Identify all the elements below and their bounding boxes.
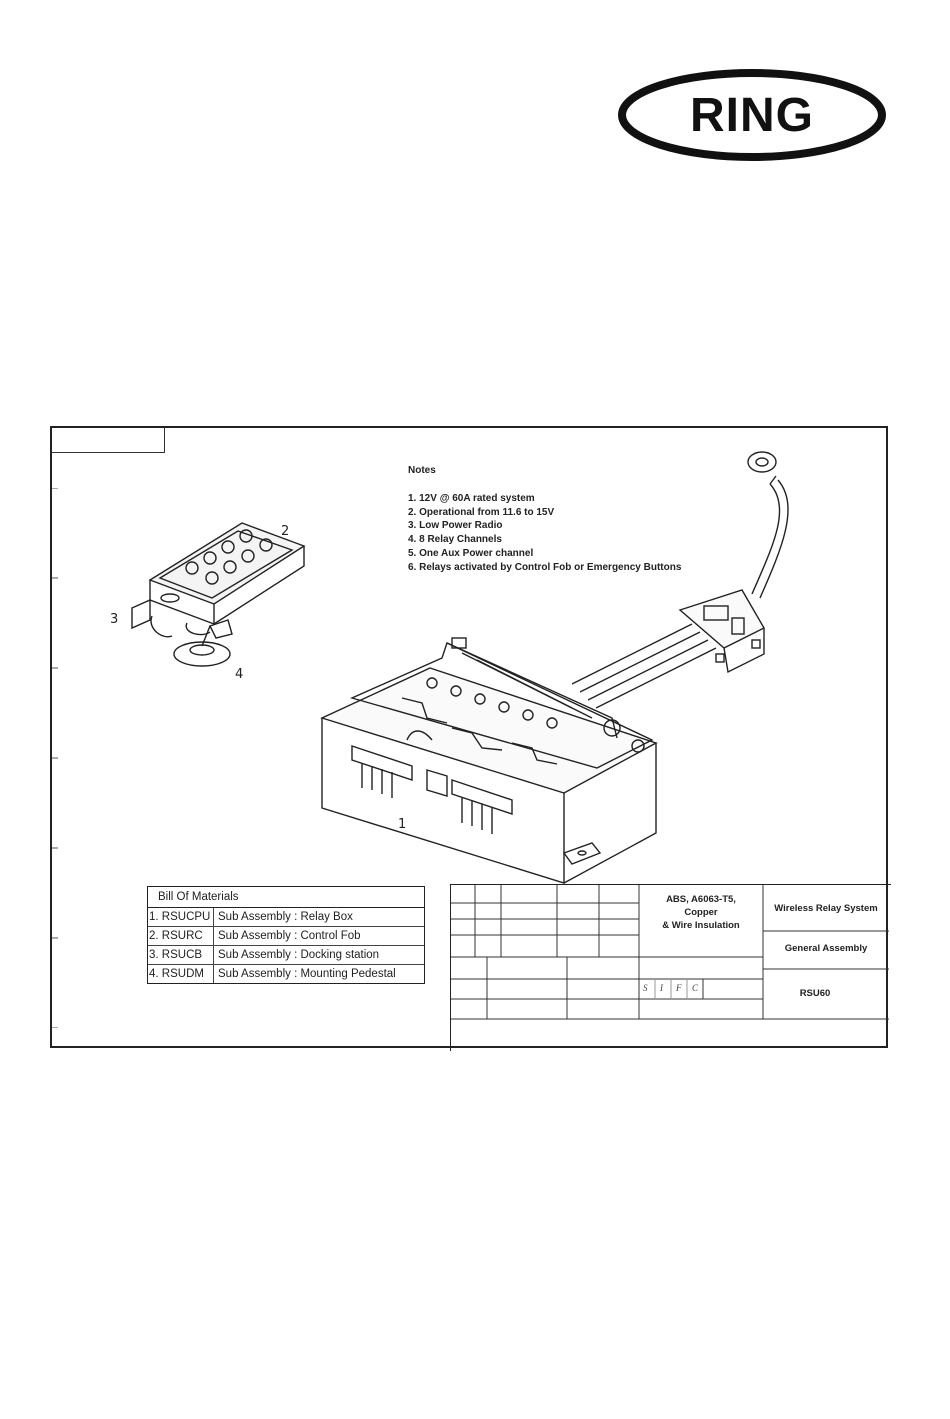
bom-desc: Sub Assembly : Mounting Pedestal	[218, 968, 396, 980]
scale-cell: C	[692, 983, 699, 993]
note-item: 6. Relays activated by Control Fob or Emergency Buttons	[408, 561, 682, 573]
callout-2: 2	[281, 524, 290, 539]
note-item: 4. 8 Relay Channels	[408, 534, 502, 546]
bom-code: 1. RSUCPU	[148, 908, 214, 926]
material-spec	[639, 893, 763, 932]
bom-row	[148, 946, 424, 965]
power-cable-illustration	[572, 452, 788, 708]
bom-code: 3. RSUCB	[148, 946, 214, 964]
mounting-pedestal-illustration	[174, 620, 232, 666]
scale-cell: I	[660, 983, 663, 993]
scale-cell: F	[676, 983, 682, 993]
relay-box-illustration	[322, 638, 656, 883]
drawing-sheet	[50, 426, 888, 1048]
drawing-subtitle: General Assembly	[784, 943, 868, 954]
drawing-title: Wireless Relay System	[774, 903, 878, 914]
part-number: RSU60	[799, 988, 831, 999]
scale-cell: S	[643, 983, 648, 993]
material-line: ABS, A6063-T5,	[666, 894, 736, 905]
bill-of-materials	[147, 886, 425, 984]
assembly-drawing	[52, 428, 890, 888]
note-item: 1. 12V @ 60A rated system	[408, 492, 535, 504]
bom-desc: Sub Assembly : Docking station	[218, 949, 380, 961]
callout-3: 3	[110, 612, 119, 627]
bom-row	[148, 927, 424, 946]
bom-code: 4. RSUDM	[148, 965, 214, 983]
bom-code: 2. RSURC	[148, 927, 214, 945]
control-fob-illustration	[132, 523, 304, 637]
bom-desc: Sub Assembly : Control Fob	[218, 930, 361, 942]
svg-text:RING: RING	[690, 89, 814, 142]
ring-logo	[617, 68, 887, 162]
material-line: & Wire Insulation	[662, 920, 740, 931]
bom-row	[148, 965, 424, 983]
note-item: 2. Operational from 11.6 to 15V	[408, 506, 555, 518]
bom-title: Bill Of Materials	[148, 887, 424, 908]
material-line: Copper	[684, 907, 718, 918]
note-item: 5. One Aux Power channel	[408, 547, 534, 559]
note-item: 3. Low Power Radio	[408, 520, 503, 532]
title-block	[450, 884, 891, 1051]
bom-desc: Sub Assembly : Relay Box	[218, 911, 353, 923]
callout-1: 1	[398, 817, 407, 832]
bom-row	[148, 908, 424, 927]
notes-title: Notes	[408, 465, 436, 476]
callout-4: 4	[235, 667, 244, 682]
